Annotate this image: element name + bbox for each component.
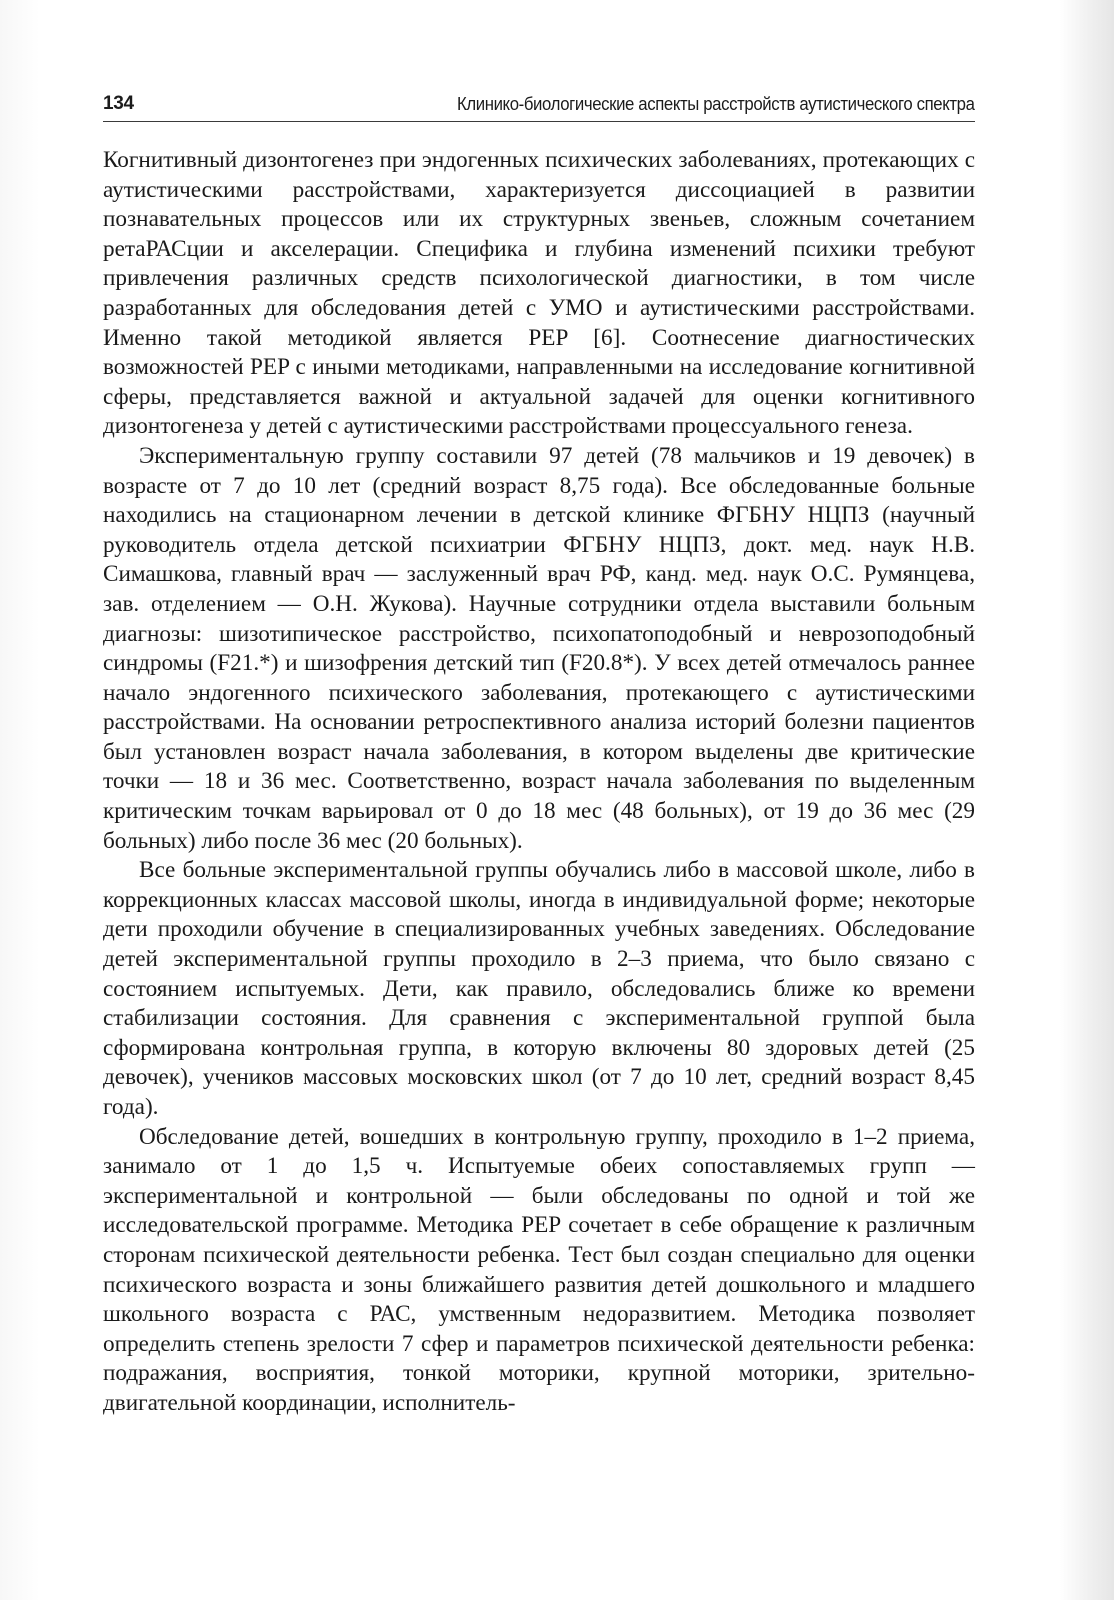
paragraph: Все больные экспериментальной группы обучались либо в массовой школе, либо в коррекционных классах массовой школы, иногда в индивидуальной форме; некоторые дети проходили обучение в специализированных учебных заведениях. Обследование детей экспериментальной группы проходило в 2–3 приема, что было связано с состоянием испытуемых. Дети, как правило, обследовались ближе ко времени стабилизации состояния. Для сравнения с экспериментальной группой была сформирована контрольная группа, в которую включены 80 здоровых детей (25 девочек), учеников массовых московских школ (от 7 до 10 лет, средний возраст 8,45 года). <box>103 857 975 1120</box>
running-title: Клинико-биологические аспекты расстройств аутистического спектра <box>457 94 975 114</box>
paragraph: Когнитивный дизонтогенез при эндогенных психических заболеваниях, протекающих с аутистическими расстройствами, характеризуется диссоциацией в развитии познавательных процессов или их структурных звеньев, сложным сочетанием ретаРАСции и акселерации. Специфика и глубина изменений психики требуют привлечения различных средств психологической диагностики, в том числе разработанных для обследования детей с УМО и аутистическими расстройствами. Именно такой методикой является PEP [6]. Соотнесение диагностических возможностей PEP с иными методиками, направленными на исследование когнитивной сферы, представляется важной и актуальной задачей для оценки когнитивного дизонтогенеза у детей с аутистическими расстройствами процессуального генеза. <box>103 147 975 440</box>
paragraph: Экспериментальную группу составили 97 детей (78 мальчиков и 19 девочек) в возрасте от 7 до 10 лет (средний возраст 8,75 года). Все обследованные больные находились на стационарном лечении в детской клинике ФГБНУ НЦПЗ (научный руководитель отдела детской психиатрии ФГБНУ НЦПЗ, докт. мед. наук Н.В. Симашкова, главный врач — заслуженный врач РФ, канд. мед. наук О.С. Румянцева, зав. отделением — О.Н. Жукова). Научные сотрудники отдела выставили больным диагнозы: шизотипическое расстройство, психопатоподобный и неврозоподобный синдромы (F21.*) и шизофрения детский тип (F20.8*). У всех детей отмечалось раннее начало эндогенного психического заболевания, протекающего с аутистическими расстройствами. На основании ретроспективного анализа историй болезни пациентов был установлен возраст начала заболевания, в котором выделены две критические точки — 18 и 36 мес. Соответственно, возраст начала заболевания по выделенным критическим точкам варьировал от 0 до 18 мес (48 больных), от 19 до 36 мес (29 больных) либо после 36 мес (20 больных). <box>103 442 975 854</box>
page-number: 134 <box>103 93 134 114</box>
body-text <box>103 146 975 1419</box>
page-header <box>103 89 975 122</box>
paragraph: Обследование детей, вошедших в контрольную группу, проходило в 1–2 приема, занимало от 1 до 1,5 ч. Испытуемые обеих сопоставляемых групп — экспериментальной и контрольной — были обследованы по одной и той же исследовательской программе. Методика PEP сочетает в себе обращение к различным сторонам психической деятельности ребенка. Тест был создан специально для оценки психического возраста и зоны ближайшего развития детей дошкольного и младшего школьного возраста с РАС, умственным недоразвитием. Методика позволяет определить степень зрелости 7 сфер и параметров психической деятельности ребенка: подражания, восприятия, тонкой моторики, крупной моторики, зрительно-двигательной координации, исполнитель- <box>103 1123 975 1416</box>
